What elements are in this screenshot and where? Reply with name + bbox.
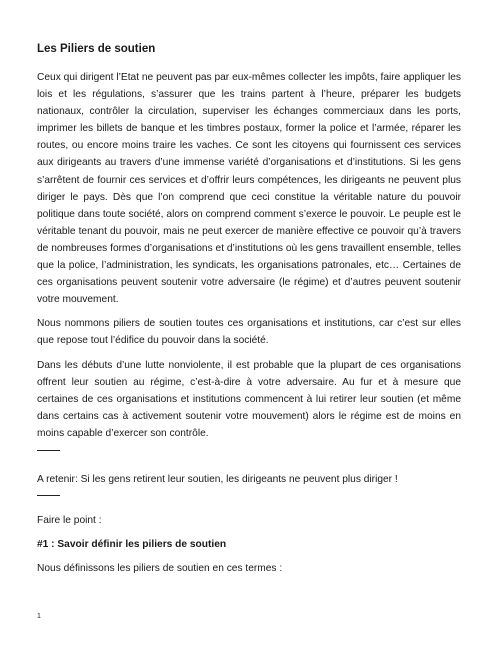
retenir-note: A retenir: Si les gens retirent leur soutien, les dirigeants ne peuvent plus diriger ! [37, 473, 398, 485]
document-body [37, 41, 461, 584]
definition-intro: Nous définissons les piliers de soutien en ces termes : [37, 562, 283, 574]
paragraph-intro: Ceux qui dirigent l’Etat ne peuvent pas par eux-mêmes collecter les impôts, faire appliquer les lois et les régulations, s’assurer que les trains partent à l’heure, préparer les budgets nationaux, contrôler la circulation, superviser les échanges commerciaux dans les ports, imprimer les billets de banque et les timbres postaux, former la police et l’armée, réparer les routes, ou encore moins traire les vaches. Ce sont les citoyens qui fournissent ces services aux dirigeants au travers d’une immense variété d’organisations et d’institutions. Si les gens s’arrêtent de fournir ces services et d’offrir leurs compétences, les dirigeants ne peuvent plus diriger le pays. Dès que l’on comprend que ceci constitue la véritable nature du pouvoir politique dans toute société, alors on comprend comment s’exerce le pouvoir. Le peuple est le véritable tenant du pouvoir, mais ne peut exercer de manière effective ce pouvoir qu’à travers de nombreuses formes d’organisations et d’institutions où les gens travaillent ensemble, telles que la police, l’administration, les syndicats, les organisations patronales, etc… Certaines de ces organisations peuvent soutenir votre adversaire (le régime) et d’autres peuvent soutenir votre mouvement. [37, 72, 461, 306]
document-title: Les Piliers de soutien [37, 43, 156, 55]
separator-line [37, 495, 60, 496]
faire-le-point-label: Faire le point : [37, 514, 102, 526]
paragraph-struggle: Dans les débuts d’une lutte nonviolente, il est probable que la plupart de ces organisations offrent leur soutien au régime, c’est-à-dire à votre adversaire. Au fur et à mesure que certaines de ces organisations et institutions commencent à lui retirer leur soutien (et même dans certains cas à activement soutenir votre mouvement) alors le régime est de moins en moins capable d’exercer son contrôle. [37, 359, 461, 439]
paragraph-definition: Nous nommons piliers de soutien toutes ces organisations et institutions, car c’est sur elles que repose tout l’édifice du pouvoir dans la société. [37, 318, 461, 347]
page-number: 1 [37, 613, 41, 620]
separator-line [37, 450, 60, 451]
section-subheading: #1 : Savoir définir les piliers de soutien [37, 538, 227, 550]
